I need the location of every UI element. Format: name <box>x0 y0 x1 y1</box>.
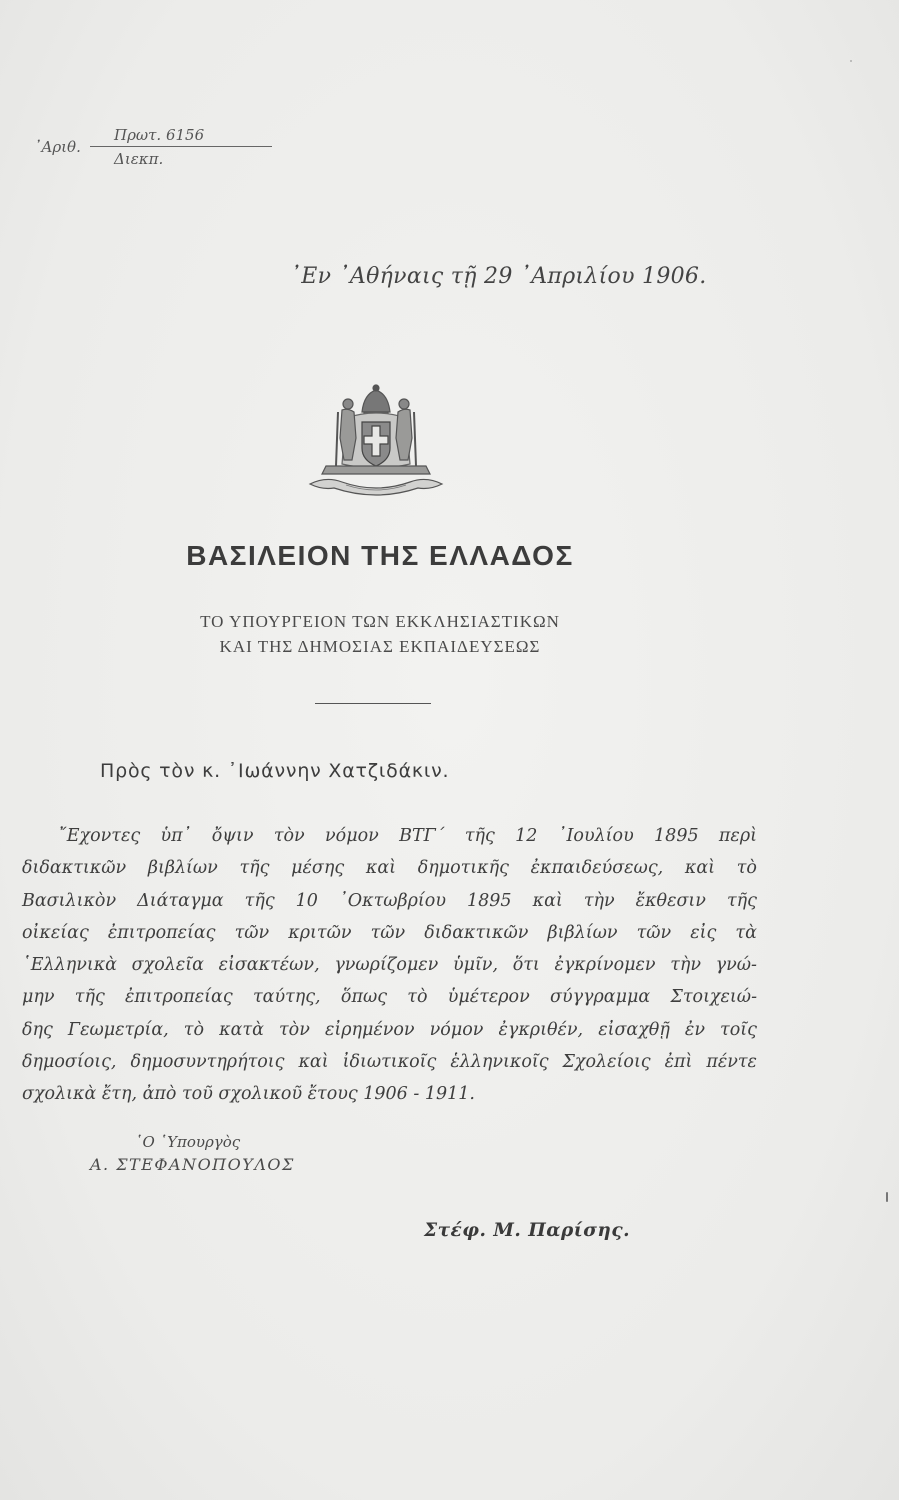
signer-name: Στέφ. Μ. Παρίσης. <box>424 1220 631 1241</box>
body-word: κριτῶν <box>288 922 352 943</box>
body-word: εἰρημένον <box>324 1019 415 1040</box>
body-line <box>22 981 757 1013</box>
body-word: ὑμῖν, <box>452 955 499 976</box>
body-word: τὴν <box>583 890 615 911</box>
body-word: δημοτικῆς <box>417 858 509 879</box>
body-word: ὅτι <box>512 955 540 976</box>
body-line <box>22 917 757 949</box>
body-word: δημοσίοις, <box>22 1052 117 1073</box>
body-word: ὑμέτερον <box>447 987 530 1008</box>
body-word: δης <box>22 1019 53 1040</box>
body-word: Διάταγμα <box>137 890 224 911</box>
body-word: τὸ <box>407 987 428 1008</box>
separator-rule <box>315 703 431 704</box>
body-word: τῶν <box>370 922 406 943</box>
body-word: νόμον <box>325 826 379 846</box>
body-word: τῆς <box>239 858 270 879</box>
diekp-label: Διεκπ. <box>114 150 164 168</box>
body-word: γνώ- <box>715 955 757 976</box>
paper-mark <box>886 1192 888 1202</box>
body-word: ὅπως <box>340 987 388 1008</box>
letter-body <box>22 820 757 1111</box>
body-word: 1895 <box>654 826 699 846</box>
body-word: ἑλληνικοῖς <box>450 1052 549 1073</box>
body-line <box>22 820 757 852</box>
body-word: ἐπὶ <box>664 1052 693 1073</box>
body-word: ΒΤΓ´ <box>399 826 445 846</box>
body-word: 1895 <box>467 890 512 911</box>
body-word: ταύτης, <box>252 987 321 1008</box>
paper-speck <box>850 60 852 62</box>
protocol-number: Πρωτ. 6156 <box>114 126 205 144</box>
body-word: τὸ <box>736 858 757 879</box>
body-word: εἰς <box>690 922 717 943</box>
protocol-fraction <box>90 126 272 168</box>
body-line <box>22 885 757 917</box>
body-word: ᾿Οκτωβρίου <box>339 890 446 911</box>
body-word: ῾Ελληνικὰ <box>22 955 117 976</box>
body-word: τὰ <box>735 922 757 943</box>
body-line <box>22 852 757 884</box>
body-word: ὑπ᾿ <box>160 826 192 846</box>
body-word: πέντε <box>706 1052 757 1073</box>
body-word: ῎Εχοντες <box>58 826 141 846</box>
body-word: εἰσαχθῇ <box>598 1019 670 1040</box>
date-line: ᾿Εν ᾿Αθήναις τῇ 29 ᾿Απριλίου 1906. <box>290 264 707 289</box>
body-word: Γεωμετρία, <box>67 1019 169 1040</box>
body-word: 12 <box>515 826 538 846</box>
royal-coat-of-arms-icon <box>306 382 446 504</box>
body-word: τὸν <box>273 826 305 846</box>
body-word: τὸ <box>183 1019 205 1040</box>
body-word: γνωρίζομεν <box>334 955 439 976</box>
body-word: Βασιλικὸν <box>22 890 117 911</box>
arith-label: ᾿Αριθ. <box>34 138 81 156</box>
minister-title: ῾Ο ῾Υπουργὸς <box>135 1133 241 1151</box>
body-word: ἐπιτροπείας <box>107 922 216 943</box>
body-line <box>22 1046 757 1078</box>
body-word: καὶ <box>532 890 563 911</box>
body-word: 10 <box>295 890 318 911</box>
body-word: μην <box>22 987 55 1008</box>
body-line <box>22 1014 757 1046</box>
fraction-rule <box>90 146 272 147</box>
body-word: τῆς <box>464 826 495 846</box>
addressee-line: Πρὸς τὸν κ. ᾿Ιωάννην Χατζιδάκιν. <box>100 760 450 782</box>
body-word: Σχολείοις <box>562 1052 651 1073</box>
kingdom-title: ΒΑΣΙΛΕΙΟΝ ΤΗΣ ΕΛΛΑΔΟΣ <box>186 540 574 571</box>
body-word: οἰκείας <box>22 922 89 943</box>
body-word: ἐγκρίνομεν <box>554 955 656 976</box>
body-word: τὴν <box>670 955 701 976</box>
body-word: ᾿Ιουλίου <box>557 826 634 846</box>
body-word: τῆς <box>74 987 105 1008</box>
body-word: ἐν <box>684 1019 705 1040</box>
body-word: τῆς <box>244 890 275 911</box>
body-word: τὸν <box>279 1019 310 1040</box>
body-word: Στοιχειώ- <box>670 987 757 1008</box>
body-word: διδακτικῶν <box>424 922 529 943</box>
body-word: καὶ <box>684 858 716 879</box>
body-word: βιβλίων <box>147 858 218 879</box>
body-word: βιβλίων <box>547 922 618 943</box>
body-word: διδακτικῶν <box>22 858 127 879</box>
body-word: τῶν <box>234 922 270 943</box>
body-word: ἔκθεσιν <box>635 890 706 911</box>
body-line <box>22 1078 757 1110</box>
body-word: καὶ <box>298 1052 329 1073</box>
body-word: ἐκπαιδεύσεως, <box>530 858 664 879</box>
ministry-line-2: ΚΑΙ ΤΗΣ ΔΗΜΟΣΙΑΣ ΕΚΠΑΙΔΕΥΣΕΩΣ <box>219 637 541 656</box>
body-word: ἰδιωτικοῖς <box>342 1052 437 1073</box>
body-word: δημοσυντηρήτοις <box>130 1052 285 1073</box>
body-word: καὶ <box>365 858 396 879</box>
ministry-line-1: ΤΟ ΥΠΟΥΡΓΕΙΟΝ ΤΩΝ ΕΚΚΛΗΣΙΑΣΤΙΚΩΝ <box>200 612 560 631</box>
body-word: τῶν <box>636 922 672 943</box>
body-word: ἐπιτροπείας <box>125 987 233 1008</box>
body-word: ὄψιν <box>211 826 254 846</box>
body-line <box>22 949 757 981</box>
body-word: νόμον <box>429 1019 484 1040</box>
body-word: κατὰ <box>219 1019 264 1040</box>
body-word: σύγγραμμα <box>550 987 651 1008</box>
body-word: σχολικὰ ἔτη, ἀπὸ τοῦ σχολικοῦ ἔτους 1906 - 1911. <box>22 1084 475 1105</box>
body-word: περὶ <box>718 826 757 846</box>
minister-name: Α. ΣΤΕΦΑΝΟΠΟΥΛΟΣ <box>90 1155 295 1174</box>
body-word: τῆς <box>726 890 757 911</box>
body-word: μέσης <box>291 858 345 879</box>
body-word: ἐγκριθέν, <box>498 1019 584 1040</box>
body-word: εἰσακτέων, <box>218 955 320 976</box>
body-word: τοῖς <box>720 1019 757 1040</box>
body-word: σχολεῖα <box>131 955 204 976</box>
